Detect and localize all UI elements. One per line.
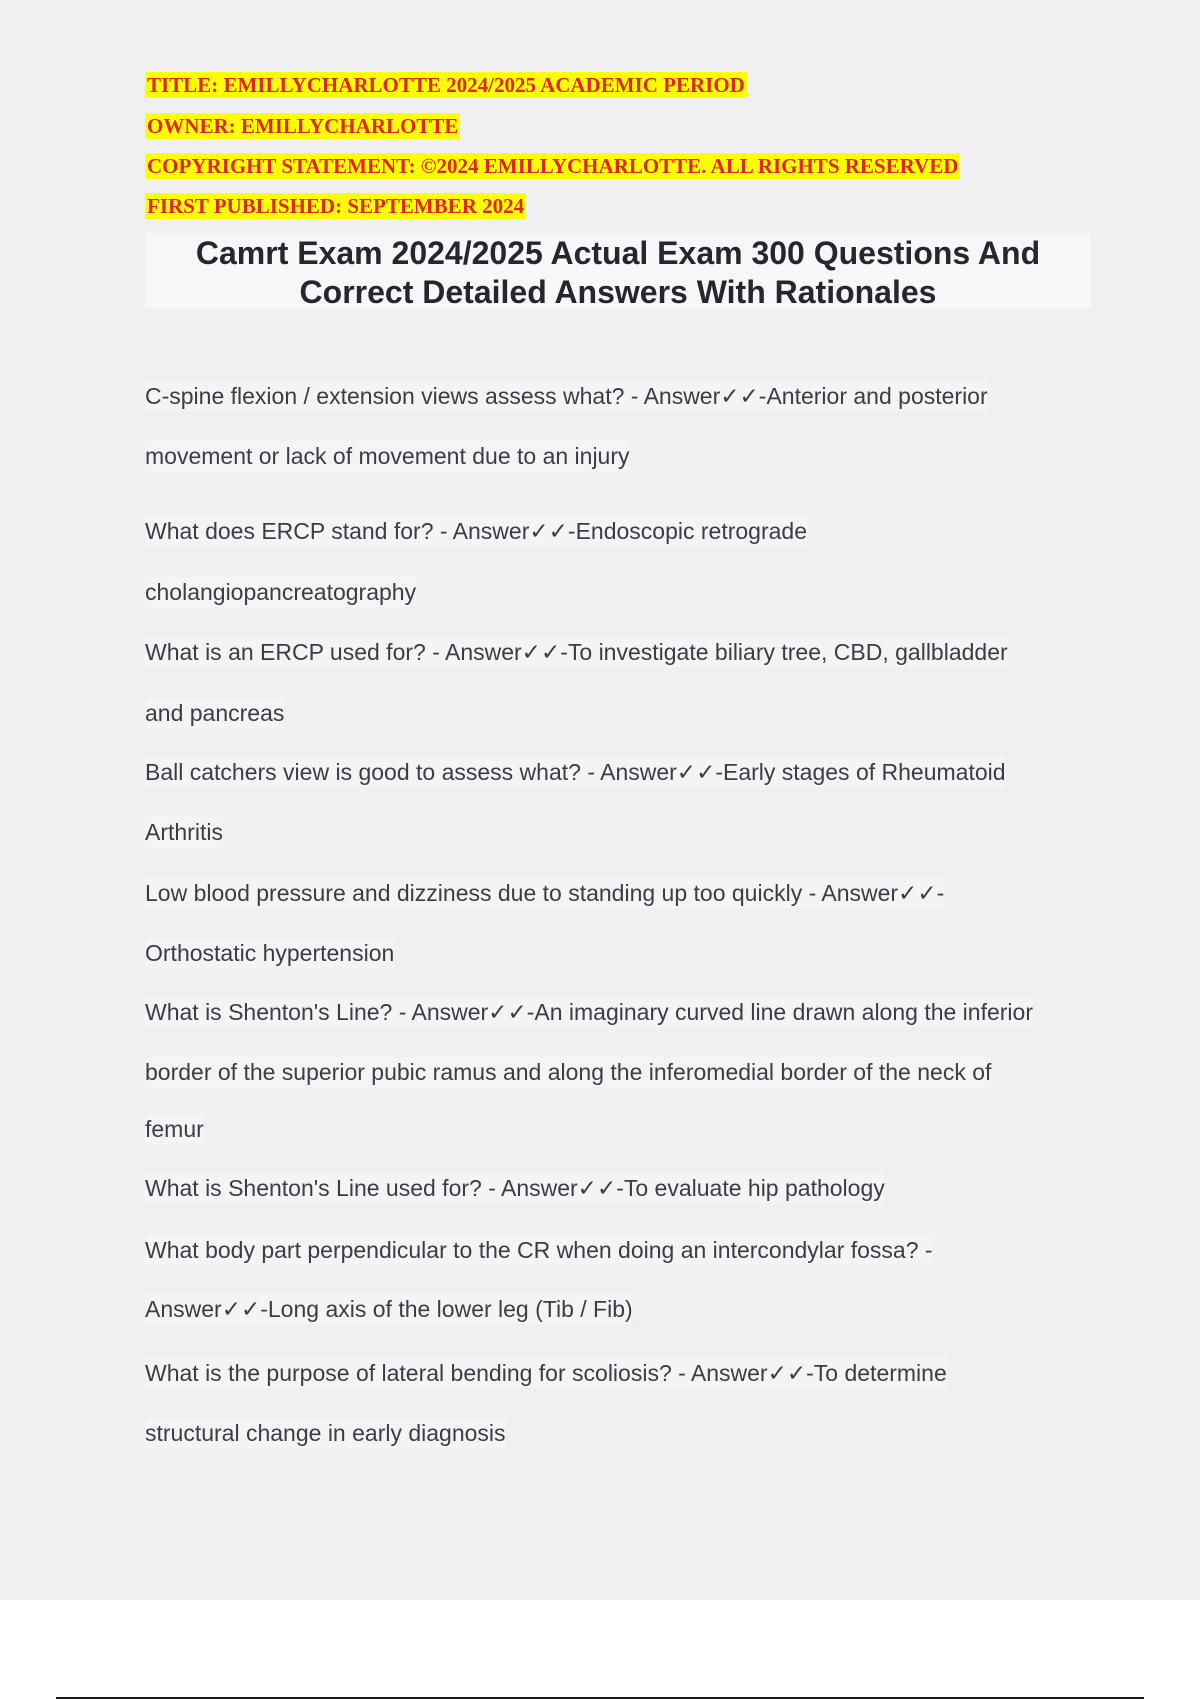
qa-line: Orthostatic hypertension (145, 940, 395, 966)
qa-line: cholangiopancreatography (145, 579, 417, 605)
qa-line: structural change in early diagnosis (145, 1420, 506, 1446)
qa-line: What is Shenton's Line used for? - Answer✓✓-To evaluate hip pathology (145, 1175, 885, 1201)
qa-line: border of the superior pubic ramus and along the inferomedial border of the neck of (145, 1059, 992, 1085)
qa-line: What body part perpendicular to the CR when doing an intercondylar fossa? - (145, 1237, 933, 1263)
qa-line: C-spine flexion / extension views assess what? - Answer✓✓-Anterior and posterior (145, 383, 988, 409)
header-published-line: FIRST PUBLISHED: SEPTEMBER 2024 (147, 194, 525, 218)
document-title-line-2: Correct Detailed Answers With Rationales (299, 274, 937, 310)
header-title-line: TITLE: EMILLYCHARLOTTE 2024/2025 ACADEMIC PERIOD (147, 73, 745, 97)
qa-line: Low blood pressure and dizziness due to standing up too quickly - Answer✓✓- (145, 880, 945, 906)
qa-line: Ball catchers view is good to assess what? - Answer✓✓-Early stages of Rheumatoid (145, 759, 1006, 785)
qa-line: and pancreas (145, 700, 285, 726)
qa-line: Answer✓✓-Long axis of the lower leg (Tib / Fib) (145, 1296, 633, 1322)
qa-line: What is the purpose of lateral bending for scoliosis? - Answer✓✓-To determine (145, 1360, 947, 1386)
header-copyright-line: COPYRIGHT STATEMENT: ©2024 EMILLYCHARLOTTE. ALL RIGHTS RESERVED (147, 154, 959, 178)
qa-line: What does ERCP stand for? - Answer✓✓-Endoscopic retrograde (145, 518, 807, 544)
document-title-box (145, 233, 1091, 308)
header-owner-line: OWNER: EMILLYCHARLOTTE (147, 114, 459, 138)
qa-line: Arthritis (145, 819, 223, 845)
qa-line: What is an ERCP used for? - Answer✓✓-To investigate biliary tree, CBD, gallbladder (145, 639, 1008, 665)
document-title-line-1: Camrt Exam 2024/2025 Actual Exam 300 Questions And (195, 235, 1041, 271)
page-bottom-divider (56, 1697, 1144, 1699)
qa-line: What is Shenton's Line? - Answer✓✓-An imaginary curved line drawn along the inferior (145, 999, 1033, 1025)
qa-line: femur (145, 1116, 204, 1142)
qa-line: movement or lack of movement due to an injury (145, 443, 630, 469)
